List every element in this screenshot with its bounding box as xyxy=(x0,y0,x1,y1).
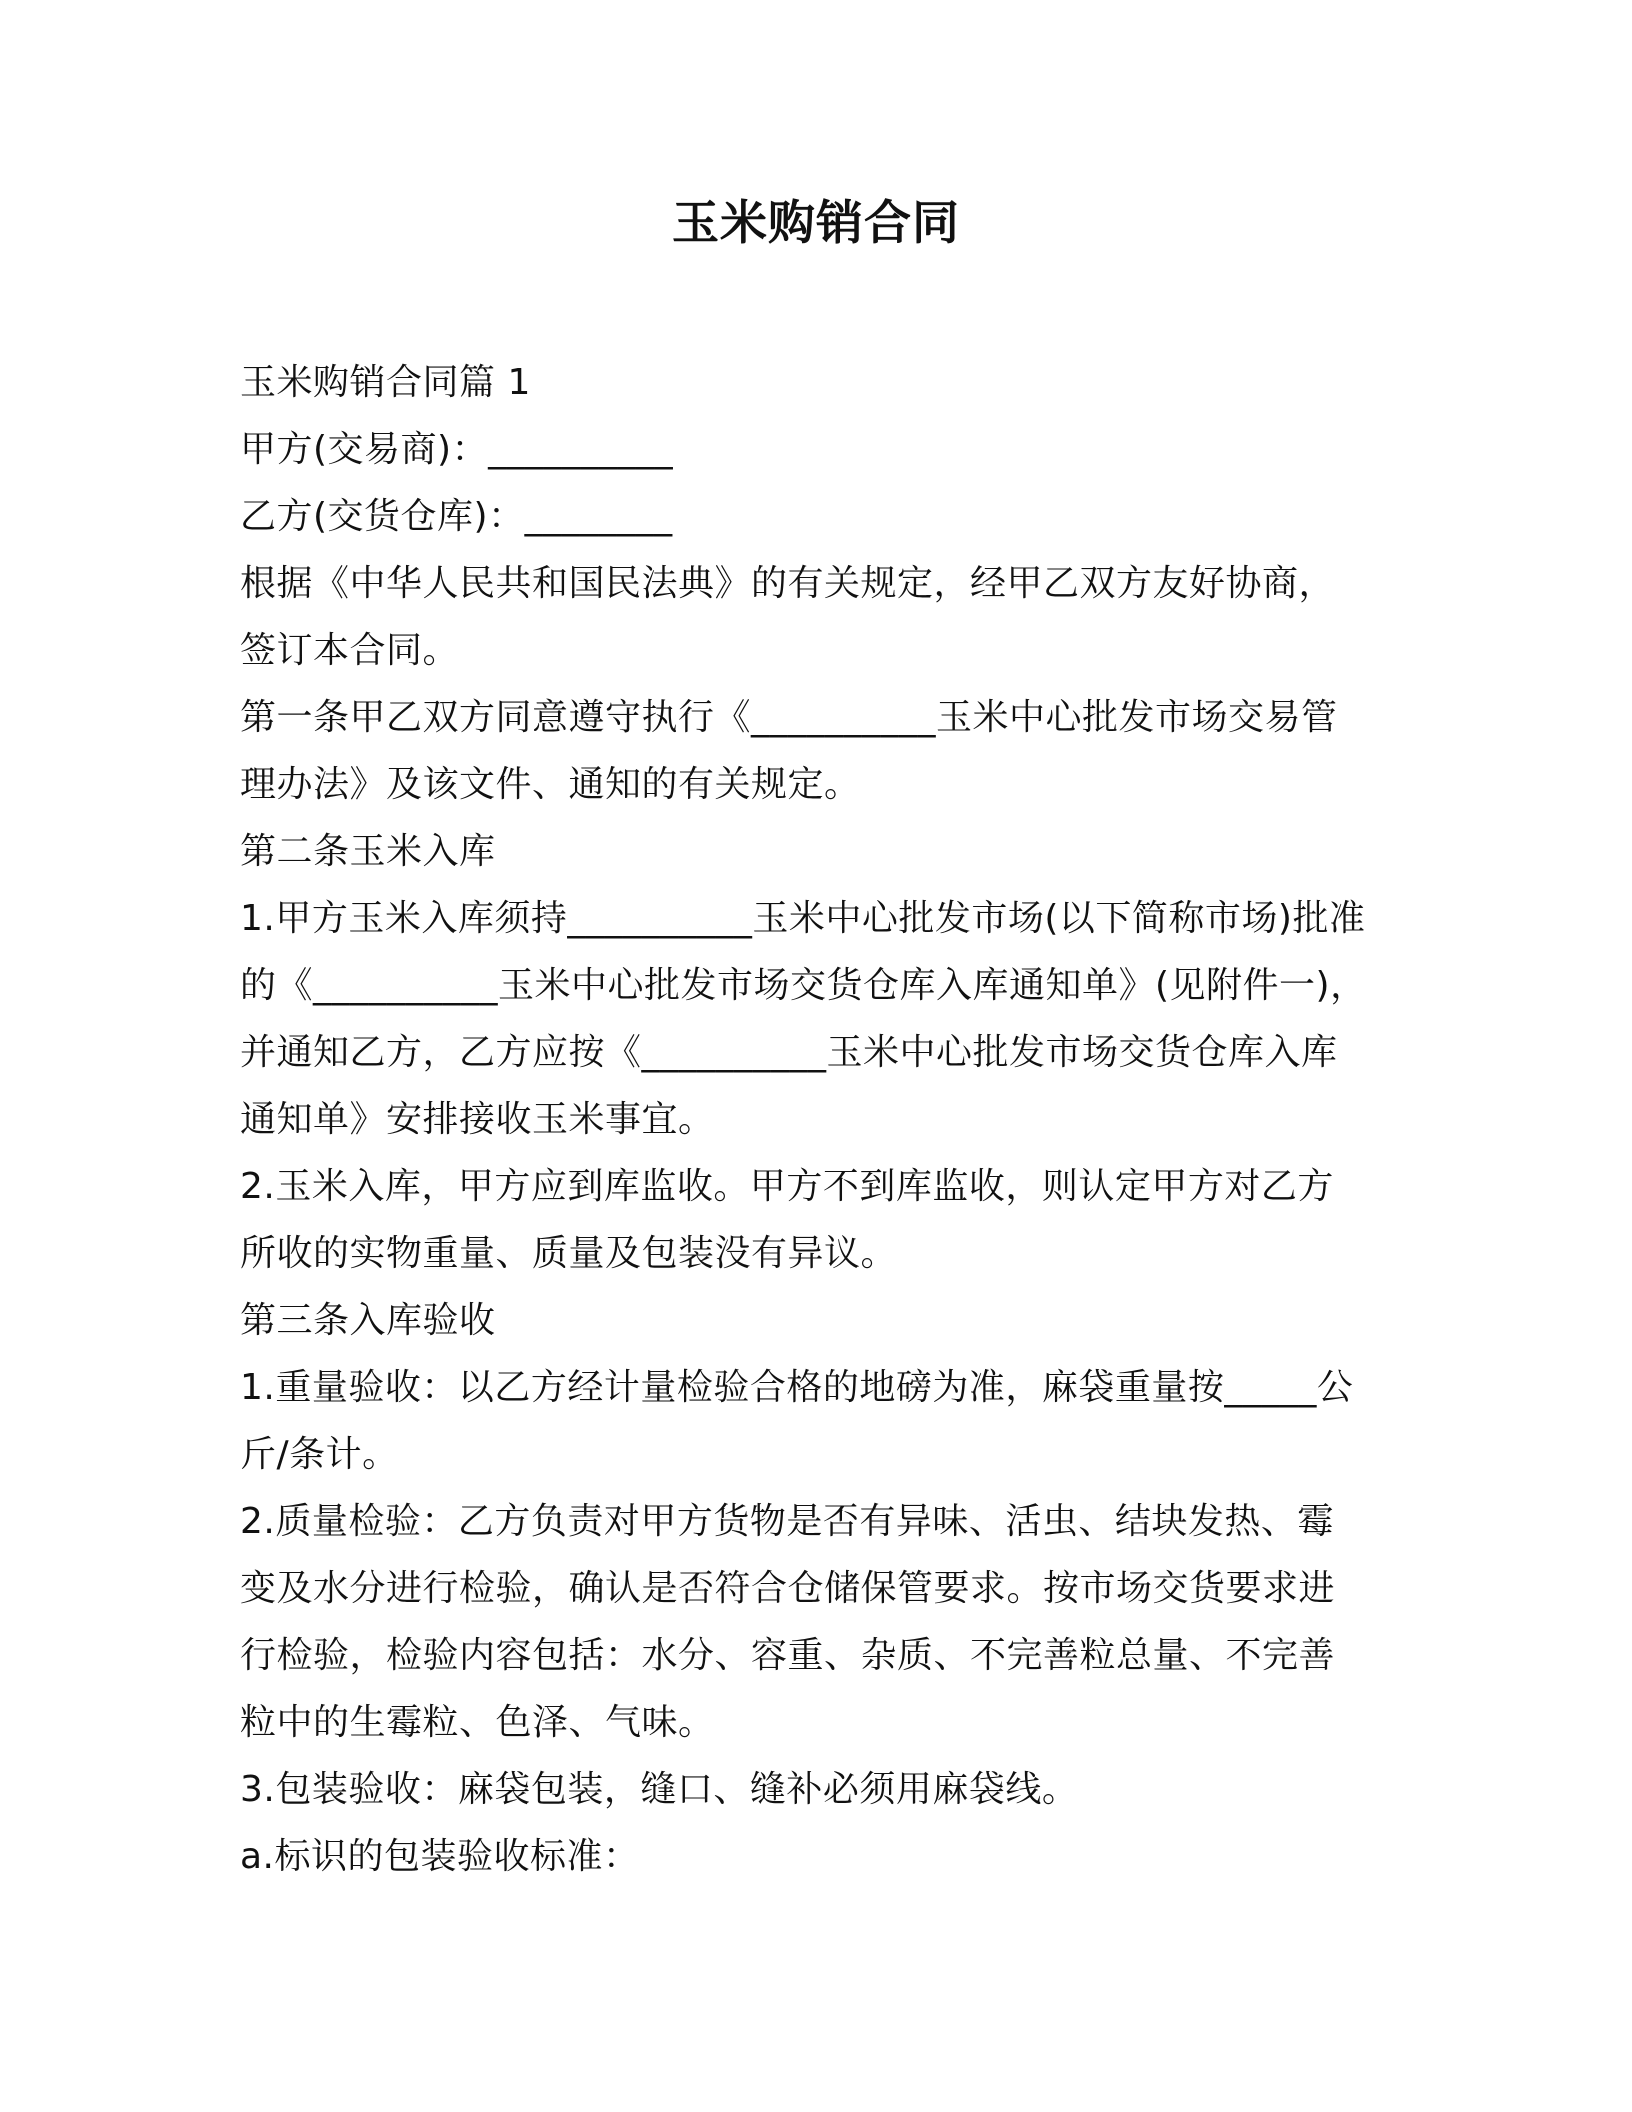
article-1-line: 第一条甲乙双方同意遵守执行《__________玉米中心批发市场交易管 xyxy=(240,697,1338,738)
party-b-line: 乙方(交货仓库)：________ xyxy=(240,496,673,537)
paragraph-line: 2.质量检验：乙方负责对甲方货物是否有异味、活虫、结块发热、霉 xyxy=(240,1501,1334,1542)
paragraph-line: 粒中的生霉粒、色泽、气味。 xyxy=(240,1702,715,1743)
paragraph-line: 签订本合同。 xyxy=(240,630,460,671)
party-a-line: 甲方(交易商)：__________ xyxy=(240,429,674,470)
paragraph-line: 3.包装验收：麻袋包装，缝口、缝补必须用麻袋线。 xyxy=(240,1769,1079,1810)
paragraph-line: 根据《中华人民共和国民法典》的有关规定，经甲乙双方友好协商， xyxy=(240,563,1336,604)
paragraph-line: 并通知乙方，乙方应按《__________玉米中心批发市场交货仓库入库 xyxy=(240,1032,1338,1073)
article-2-heading: 第二条玉米入库 xyxy=(240,831,496,872)
document-title: 玉米购销合同 xyxy=(672,196,960,251)
paragraph-line: 行检验，检验内容包括：水分、容重、杂质、不完善粒总量、不完善 xyxy=(240,1635,1336,1676)
paragraph-line: 所收的实物重量、质量及包装没有异议。 xyxy=(240,1233,898,1274)
paragraph-line: 的《__________玉米中心批发市场交货仓库入库通知单》(见附件一)， xyxy=(240,965,1367,1006)
paragraph-line: 1.重量验收：以乙方经计量检验合格的地磅为准，麻袋重量按_____公 xyxy=(240,1367,1354,1408)
paragraph-line: 通知单》安排接收玉米事宜。 xyxy=(240,1099,715,1140)
paragraph-line: 斤/条计。 xyxy=(240,1434,399,1475)
paragraph-line: 2.玉米入库，甲方应到库监收。甲方不到库监收，则认定甲方对乙方 xyxy=(240,1166,1334,1207)
section-heading: 玉米购销合同篇 1 xyxy=(240,362,531,403)
paragraph-line: 变及水分进行检验，确认是否符合仓储保管要求。按市场交货要求进 xyxy=(240,1568,1336,1609)
paragraph-line: 1.甲方玉米入库须持__________玉米中心批发市场(以下简称市场)批准 xyxy=(240,898,1366,939)
paragraph-line: a.标识的包装验收标准： xyxy=(240,1836,640,1877)
document-body xyxy=(240,349,1400,1890)
article-1-line: 理办法》及该文件、通知的有关规定。 xyxy=(240,764,861,805)
article-3-heading: 第三条入库验收 xyxy=(240,1300,496,1341)
